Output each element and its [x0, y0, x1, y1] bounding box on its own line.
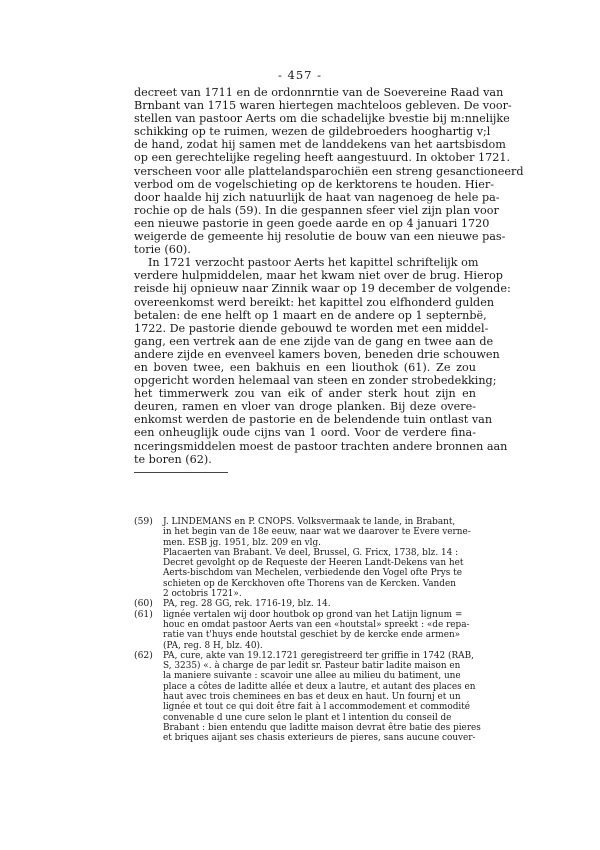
footnote-line: et briques aijant ses chasis exterieurs de pieres, sans aucune couver-: [163, 733, 476, 744]
body-line: enkomst werden de pastorie en de belendende tuin ontlast van: [134, 413, 493, 427]
footnote-line: PA, cure, akte van 19.12.1721 geregistreerd ter griffie in 1742 (RAB,: [163, 650, 474, 661]
body-line: verdere hulpmiddelen, maar het kwam niet over de brug. Hierop: [134, 269, 503, 283]
footnote-divider: [134, 472, 228, 473]
body-line: decreet van 1711 en de ordonnrntie van de Soevereine Raad van: [134, 86, 504, 99]
body-line: Brnbant van 1715 waren hiertegen machteloos gebleven. De voor-: [134, 99, 512, 113]
footnote-number: (62): [134, 649, 153, 661]
footnote-line: houc en omdat pastoor Aerts van een «houtstal» spreekt : «de repa-: [163, 619, 470, 630]
body-line: te boren (62).: [134, 452, 212, 466]
body-line: door haalde hij zich natuurlijk de haat van nagenoeg de hele pa-: [134, 190, 500, 204]
body-line: en boven twee, een bakhuis en een liouthok (61). Ze zou: [134, 360, 476, 374]
footnote-line: lignée et tout ce qui doit être fait à l accommodement et commodité: [163, 702, 471, 713]
body-line: weigerde de gemeente hij resolutie de bouw van een nieuwe pas-: [134, 230, 506, 244]
footnote-line: S, 3235) «. à charge de par ledit sr. Pasteur batir ladite maison en: [163, 661, 461, 672]
footnote-line: ratie van t'huys ende houtstal geschiet by de kercke ende armen»: [163, 630, 461, 641]
body-line: de hand, zodat hij samen met de landdekens van het aartsbisdom: [134, 138, 506, 152]
footnote-line: 2 octobris 1721».: [163, 589, 242, 600]
body-line: gang, een vertrek aan de ene zijde van de gang en twee aan de: [134, 334, 494, 348]
footnote-line: la maniere suivante : scavoir une allee au milieu du batiment, une: [163, 671, 461, 682]
footnotes: [134, 516, 481, 744]
footnote-line: place a côtes de laditte allée et deux a lautre, et autant des places en: [163, 681, 476, 692]
body-line: 1722. De pastorie diende gebouwd te worden met een middel-: [134, 321, 489, 335]
footnote-line: PA, reg. 28 GG, rek. 1716-19, blz. 14.: [163, 599, 331, 610]
footnote-number: (61): [134, 608, 153, 620]
body-line: nceringsmiddelen moest de pastoor trachten andere bronnen aan: [134, 439, 508, 453]
body-line: op een gerechtelijke regeling heeft aangestuurd. In oktober 1721.: [134, 151, 511, 165]
body-line: overeenkomst werd bereikt: het kapittel zou elfhonderd gulden: [134, 295, 495, 309]
body-line: stellen van pastoor Aerts om die schadelijke bvestie bij m:nnelijke: [134, 112, 510, 126]
footnote-60: [134, 599, 476, 609]
body-line: een onheuglijk oude cijns van 1 oord. Voor de verdere fina-: [134, 426, 476, 440]
footnote-line: Brabant : bien entendu que laditte maison devrat être batie des pieres: [163, 722, 481, 733]
body-line: torie (60).: [134, 243, 191, 257]
body-line: andere zijde en evenveel kamers boven, beneden drie schouwen: [134, 347, 500, 361]
body-line: deuren, ramen en vloer van droge planken. Bij deze overe-: [134, 400, 476, 414]
body-line: verbod om de vogelschieting op de kerktorens te houden. Hier-: [134, 177, 494, 191]
footnote-line: convenable d une cure selon le plant et l intention du conseil de: [163, 712, 452, 723]
footnote-line: haut avec trois cheminees en bas et deux en haut. Un fournj et un: [163, 692, 461, 703]
footnote-line: Placaerten van Brabant. Ve deel, Brussel, G. Fricx, 1738, blz. 14 :: [163, 547, 459, 558]
footnote-line: schieten op de Kerckhoven ofte Thorens van de Kercken. Vanden: [163, 578, 456, 589]
footnote-line: lignée vertalen wij door houtbok op grond van het Latijn lignum =: [163, 609, 463, 620]
body-line: schikking op te ruimen, wezen de gildebroeders hooghartig v;l: [134, 125, 491, 139]
body-line: verscheen voor alle plattelandsparochiën een streng gesanctioneerd: [134, 164, 524, 178]
footnote-line: Decret gevolght op de Requeste der Heeren Landt-Dekens van het: [163, 558, 464, 569]
footnote-62: [134, 649, 481, 744]
body-text: [134, 86, 524, 466]
body-line: het timmerwerk zou van eik of ander sterk hout zijn en: [134, 387, 476, 401]
footnote-61: [134, 610, 476, 651]
footnote-number: (59): [134, 516, 153, 527]
footnote-line: J. LINDEMANS en P. CNOPS. Volksvermaak te lande, in Brabant,: [163, 517, 456, 527]
body-line: rochie op de hals (59). In die gespannen sfeer viel zijn plan voor: [134, 203, 499, 217]
body-line: In 1721 verzocht pastoor Aerts het kapittel schriftelijk om: [148, 256, 479, 270]
footnote-line: (PA, reg. 8 H, blz. 40).: [163, 640, 263, 651]
body-line: een nieuwe pastorie in geen goede aarde en op 4 januari 1720: [134, 216, 490, 230]
body-line: opgericht worden helemaal van steen en zonder strobedekking;: [134, 374, 497, 388]
footnote-line: in het begin van de 18e eeuw, naar wat we daarover te Evere verne-: [163, 527, 471, 538]
footnote-number: (60): [134, 598, 153, 610]
page-number: - 457 -: [277, 68, 323, 82]
footnote-line: men. ESB jg. 1951, blz. 209 en vlg.: [163, 537, 321, 548]
footnote-line: Aerts-bischdom van Mechelen, verbiedende den Vogel ofte Prys te: [163, 568, 462, 579]
body-line: reisde hij opnieuw naar Zinnik waar op 19 december de volgende:: [134, 282, 511, 296]
body-line: betalen: de ene helft op 1 maart en de andere op 1 septernbë,: [134, 308, 487, 322]
footnote-59: [134, 517, 476, 599]
